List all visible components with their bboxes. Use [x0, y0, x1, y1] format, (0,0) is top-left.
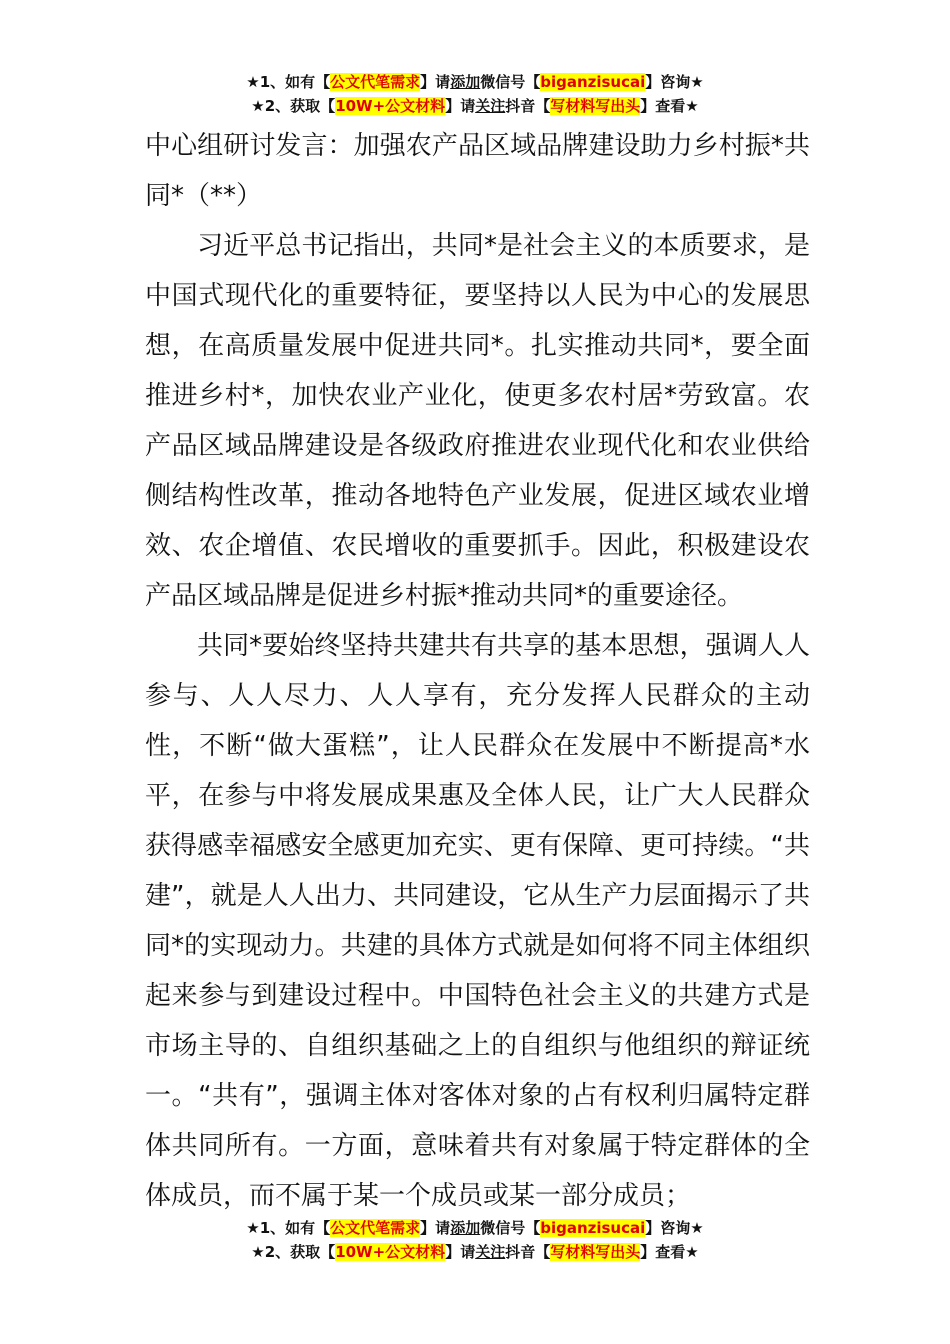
- banner-underlined-text: 关注: [475, 1243, 506, 1261]
- banner-highlight: biganzisucai: [540, 1219, 646, 1237]
- banner-text: 】请: [445, 97, 476, 115]
- banner-underlined-text: 关注: [475, 97, 506, 115]
- banner-text: 】咨询★: [645, 1219, 704, 1237]
- banner-text: 】请: [445, 1243, 476, 1261]
- banner-text: 微信号【: [480, 73, 541, 91]
- banner-text: ★2、获取【: [251, 97, 336, 115]
- banner-highlight: 公文代笔需求: [330, 73, 421, 91]
- banner-highlight: 公文代笔需求: [330, 1219, 421, 1237]
- banner-text: 】查看★: [640, 1243, 699, 1261]
- bottom-banner: [0, 1216, 950, 1264]
- document-body: [145, 121, 810, 1221]
- banner-text: 微信号【: [480, 1219, 541, 1237]
- banner-text: 】请: [420, 73, 451, 91]
- banner-text: 】咨询★: [645, 73, 704, 91]
- banner-text: 】请: [420, 1219, 451, 1237]
- document-title: 中心组研讨发言：加强农产品区域品牌建设助力乡村振*共同*（**）: [145, 131, 810, 211]
- banner-underlined-text: 添加: [450, 73, 481, 91]
- banner-highlight: 10W+公文材料: [335, 1243, 446, 1261]
- banner-text: ★2、获取【: [251, 1243, 336, 1261]
- banner-text: 抖音【: [505, 97, 551, 115]
- banner-line-1: [0, 70, 950, 94]
- banner-highlight: biganzisucai: [540, 73, 646, 91]
- banner-text: ★1、如有【: [246, 73, 331, 91]
- banner-line-2: [0, 94, 950, 118]
- banner-underlined-text: 添加: [450, 1219, 481, 1237]
- banner-text: 】查看★: [640, 97, 699, 115]
- banner-text: ★1、如有【: [246, 1219, 331, 1237]
- top-banner: [0, 70, 950, 118]
- banner-highlight: 10W+公文材料: [335, 97, 446, 115]
- banner-highlight: 写材料写出头: [550, 97, 641, 115]
- banner-line-1: [0, 1216, 950, 1240]
- paragraph-1: 习近平总书记指出，共同*是社会主义的本质要求，是中国式现代化的重要特征，要坚持以人民为中心的发展思想，在高质量发展中促进共同*。扎实推动共同*，要全面推进乡村*，加快农业产业化，使更多农村居*劳致富。农产品区域品牌建设是各级政府推进农业现代化和农业供给侧结构性改革，推动各地特色产业发展，促进区域农业增效、农企增值、农民增收的重要抓手。因此，积极建设农产品区域品牌是促进乡村振*推动共同*的重要途径。: [145, 231, 810, 611]
- banner-highlight: 写材料写出头: [550, 1243, 641, 1261]
- paragraph-2: 共同*要始终坚持共建共有共享的基本思想，强调人人参与、人人尽力、人人享有，充分发挥人民群众的主动性，不断“做大蛋糕”，让人民群众在发展中不断提高*水平，在参与中将发展成果惠及全体人民，让广大人民群众获得感幸福感安全感更加充实、更有保障、更可持续。“共建”，就是人人出力、共同建设，它从生产力层面揭示了共同*的实现动力。共建的具体方式就是如何将不同主体组织起来参与到建设过程中。中国特色社会主义的共建方式是市场主导的、自组织基础之上的自组织与他组织的辩证统一。“共有”，强调主体对客体对象的占有权利归属特定群体共同所有。一方面，意味着共有对象属于特定群体的全体成员，而不属于某一个成员或某一部分成员；: [145, 631, 810, 1211]
- banner-text: 抖音【: [505, 1243, 551, 1261]
- banner-line-2: [0, 1240, 950, 1264]
